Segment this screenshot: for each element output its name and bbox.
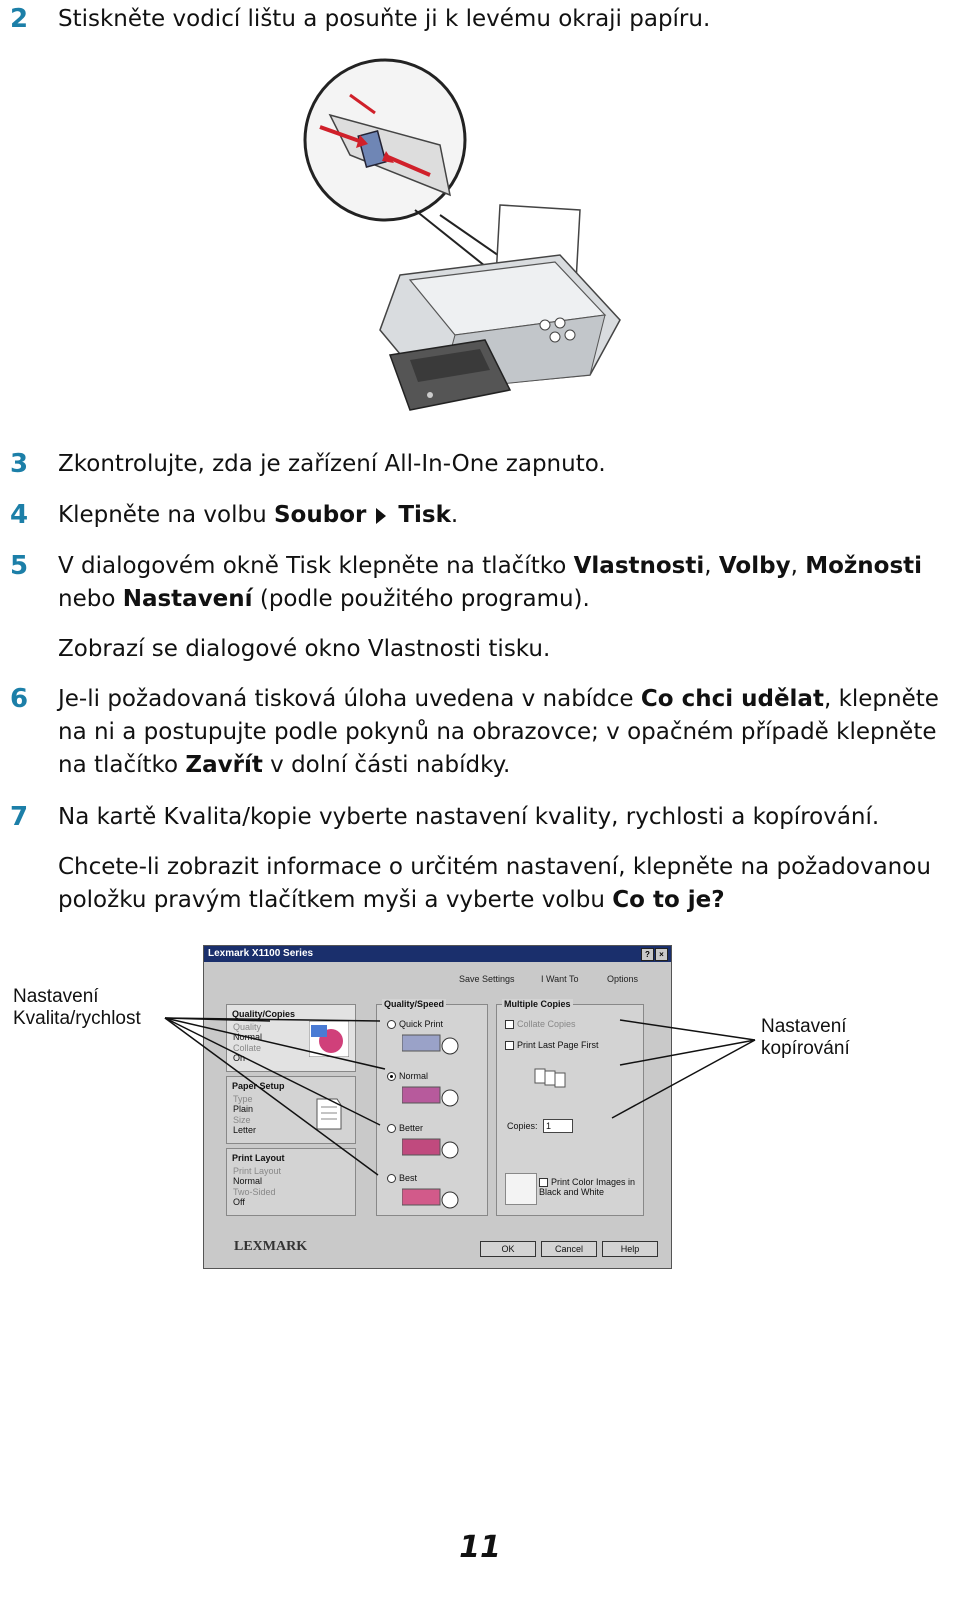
callout-quality-speed: Nastavení Kvalita/rychlost <box>13 986 141 1029</box>
lexmark-logo: LEXMARK <box>234 1239 308 1254</box>
step-number: 6 <box>10 684 29 714</box>
step-text: V dialogovém okně Tisk klepněte na tlačítko Vlastnosti, Volby, Možnosti nebo Nastavení (podle použitého programu). <box>58 553 923 612</box>
page-number: 11 <box>459 1530 501 1565</box>
tab-paper-setup[interactable]: Paper Setup Type Plain Size Letter <box>226 1076 356 1144</box>
cancel-button[interactable]: Cancel <box>541 1241 597 1257</box>
help-button[interactable]: Help <box>602 1241 658 1257</box>
menu-i-want-to[interactable]: I Want To <box>541 974 579 984</box>
print-last-page-first-checkbox[interactable]: Print Last Page First <box>505 1040 599 1050</box>
step-text: Je-li požadovaná tisková úloha uvedena v nabídce Co chci udělat, klepněte na ni a postupujte podle pokynů na obrazovce; v opačném případě klepněte na tlačítko Zavřít v dolní části nabídky. <box>58 686 939 778</box>
tab-print-layout[interactable]: Print Layout Print Layout Normal Two-Sided Off <box>226 1148 356 1216</box>
multiple-copies-group: Multiple Copies Collate Copies Print Last Page First Copies: 1 Print Color Images in Black and White <box>496 1004 644 1216</box>
print-color-bw-checkbox[interactable]: Print Color Images in Black and White <box>539 1177 636 1198</box>
menu-options[interactable]: Options <box>607 974 639 984</box>
step-text: Stiskněte vodicí lištu a posuňte ji k levému okraji papíru. <box>58 6 711 32</box>
step-5-note: Zobrazí se dialogové okno Vlastnosti tisku. <box>58 636 551 662</box>
ok-button[interactable]: OK <box>480 1241 536 1257</box>
close-title-button[interactable]: × <box>655 948 668 961</box>
radio-quick-print[interactable]: Quick Print <box>387 1019 443 1029</box>
help-title-button[interactable]: ? <box>641 948 654 961</box>
dialog-title: Lexmark X1100 Series <box>208 948 314 959</box>
copies-input[interactable]: 1 <box>543 1119 573 1133</box>
copies-label: Copies: <box>507 1121 538 1131</box>
step-text: Na kartě Kvalita/kopie vyberte nastavení kvality, rychlosti a kopírování. <box>58 804 880 830</box>
radio-better[interactable]: Better <box>387 1123 423 1133</box>
collate-copies-checkbox[interactable]: Collate Copies <box>505 1019 576 1029</box>
callout-copies: Nastavení kopírování <box>761 1016 850 1059</box>
radio-best[interactable]: Best <box>387 1173 417 1183</box>
step-7-note: Chcete-li zobrazit informace o určitém nastavení, klepněte na požadovanou položku pravým tlačítkem myši a vyberte volbu Co to je? <box>58 854 931 913</box>
step-number: 7 <box>10 802 29 832</box>
step-text: Zkontrolujte, zda je zařízení All-In-One zapnuto. <box>58 451 606 477</box>
step-number: 3 <box>10 449 29 479</box>
menu-save-settings[interactable]: Save Settings <box>459 974 515 984</box>
radio-normal[interactable]: Normal <box>387 1071 428 1081</box>
quality-speed-group: Quality/Speed Quick Print Normal Better Best <box>376 1004 488 1216</box>
step-number: 4 <box>10 500 29 530</box>
step-number: 5 <box>10 551 29 581</box>
step-number: 2 <box>10 4 29 34</box>
tab-quality-copies[interactable]: Quality/Copies Quality Normal Collate On <box>226 1004 356 1072</box>
step-text: Klepněte na volbu Soubor Tisk. <box>58 502 459 528</box>
